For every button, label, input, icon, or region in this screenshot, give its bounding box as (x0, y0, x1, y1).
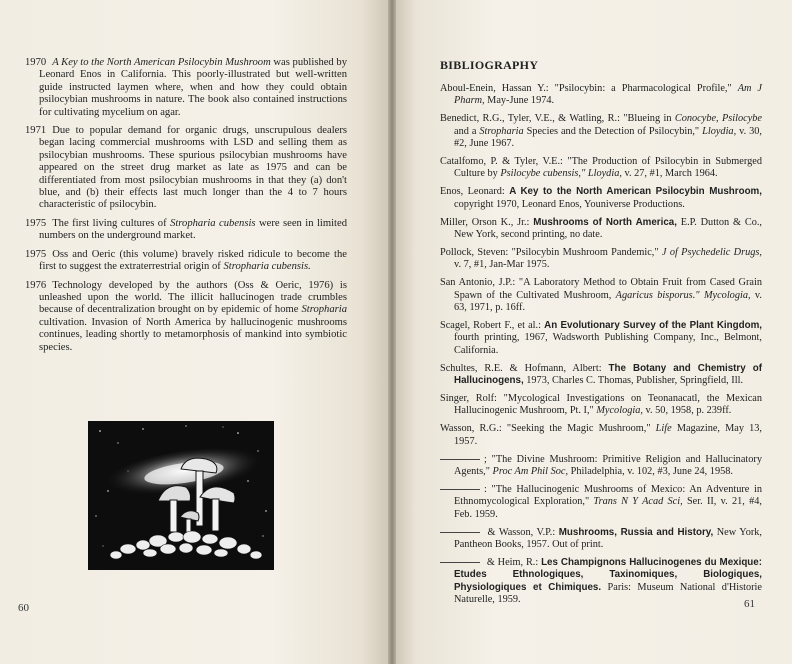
italic-text: Life (655, 423, 672, 435)
text-run: Magazine, May 13, 1957. (454, 423, 763, 447)
entry-year: 1970 (25, 57, 47, 68)
text-run: San Antonio, J.P.: "A Laboratory Method to Obtain Fruit from Cased Grain Spawn of the Cultivated Mushroom, (440, 277, 762, 301)
text-run: Philadelphia, v. 102, #3, June 24, 1958. (568, 466, 733, 478)
italic-text: Lloydia, (702, 125, 737, 137)
italic-text: Stropharia (301, 304, 347, 316)
italic-text: A Key to the North American Psilocybin Mushroom (52, 57, 271, 68)
bibliography-entry (440, 363, 762, 388)
book-gutter (388, 0, 396, 664)
book-title: Mushrooms of North America, (533, 216, 677, 228)
bibliography-entry (440, 484, 762, 521)
page-number-right: 61 (744, 598, 755, 610)
chronology (25, 57, 347, 360)
text-run: v. 63, 1971, p. 16ff. (454, 289, 762, 314)
text-run: Pollock, Steven: "Psilocybin Mushroom Pandemic," (440, 246, 662, 258)
entry-year: 1975 (25, 248, 47, 260)
mushroom-galaxy-drawing (88, 421, 274, 570)
bibliography-entry (440, 557, 762, 607)
text-run: Singer, Rolf: "Mycological Investigations on Teonanacatl, the Mexican Hallucinogenic Mushroom, Pt. I," (440, 393, 762, 417)
entry-year: 1971 (25, 125, 47, 137)
right-page (396, 0, 792, 664)
text-run: v. 27, #1, March 1964. (621, 168, 718, 180)
text-run: and a (454, 125, 480, 137)
text-run: Species and the Detection of Psilocybin," (523, 125, 703, 137)
bibliography-entry (440, 113, 762, 150)
text-run: were seen in limited numbers on the underground market. (39, 217, 347, 242)
repeat-author-dash (440, 489, 480, 490)
text-run: ; "The Divine Mushroom: Primitive Religion and Hallucinatory Agents," (454, 453, 762, 478)
italic-text: Mycologia, (596, 405, 643, 417)
text-run: Benedict, R.G., Tyler, V.E., & Watling, R.: "Blueing in (440, 113, 675, 125)
repeat-author-dash (440, 562, 480, 563)
entry-year: 1976 (25, 279, 47, 291)
chronology-entry (25, 218, 347, 243)
book-title: Les Champignons Hallucinogenes du Mexique: Etudes Ethnologiques, Taxinomiques, Biologiques, Physiologiques et Chimiques. (454, 557, 762, 593)
text-run: Aboul-Enein, Hassan Y.: "Psilocybin: a Pharmacological Profile," (440, 83, 738, 94)
text-run: Oss and Oeric (this volume) bravely risked ridicule to become the first to suggest the extraterrestrial origin of (39, 248, 347, 273)
text-run: Paris: Museum National d'Historie Naturelle, 1959. (454, 581, 762, 606)
italic-text: Stropharia cubensis (170, 217, 256, 229)
italic-text: Psilocybe cubensis," Lloydia, (500, 168, 622, 180)
bibliography-entry (440, 527, 762, 552)
text-run: Ser. II, v. 21, #4, Feb. 1959. (454, 496, 762, 520)
text-run: : "The Hallucinogenic Mushrooms of Mexico: An Adventure in Ethnomycological Exploration," (454, 483, 762, 508)
bibliography-list (440, 83, 762, 612)
text-run: Enos, Leonard: (440, 186, 510, 198)
entry-year: 1975 (25, 217, 47, 229)
text-run: & Heim, R.: (484, 557, 542, 568)
book-title: A Key to the North American Psilocybin Mushroom, (509, 186, 762, 198)
bibliography-entry (440, 423, 762, 448)
text-run: cultivation. Invasion of North America by hallucinogenic mushrooms continues, leading shortly to metamorphosis of mankind into symbiotic species. (39, 316, 347, 353)
text-run: v. 7, #1, Jan-Mar 1975. (454, 259, 550, 271)
italic-text: Am J Pharm, (454, 83, 763, 107)
bibliography-entry (440, 454, 762, 479)
text-run: Scagel, Robert F., et al.: (440, 320, 545, 331)
chronology-entry (25, 57, 347, 119)
mushroom-illustration (88, 421, 274, 570)
bibliography-entry (440, 277, 762, 314)
bibliography-entry (440, 156, 762, 181)
text-run: Catalfomo, P. & Tyler, V.E.: "The Production of Psilocybin in Submerged Culture by (440, 156, 762, 180)
bibliography-entry (440, 393, 762, 418)
text-run: Due to popular demand for organic drugs, unscrupulous dealers began lacing commercial mushrooms with LSD and selling them as psilocybian mushrooms. These spurious psilocybian mushrooms have appeared on the street drug market as late as 1975 and can be differentiated from most psilocybian mushrooms in that they (a) don't blue, and (b) their effects last much longer than the 4 to 7 hours characteristic of psilocybin. (39, 125, 347, 211)
book-title: An Evolutionary Survey of the Plant Kingdom, (544, 320, 763, 331)
italic-text: Trans N Y Acad Sci, (593, 496, 683, 508)
italic-text: Proc Am Phil Soc, (492, 466, 569, 478)
italic-text: Conocybe, Psilocybe (674, 113, 762, 125)
page-number-left: 60 (18, 602, 29, 614)
text-run: Schultes, R.E. & Hofmann, Albert: (440, 362, 609, 374)
italic-text: Stropharia cubensis. (223, 261, 311, 273)
bibliography-entry (440, 320, 762, 357)
text-run: v. 30, #2, June 1967. (454, 125, 763, 150)
left-page (0, 0, 388, 664)
text-run: copyright 1970, Leonard Enos, Youniverse Productions. (454, 198, 685, 210)
chronology-entry (25, 280, 347, 354)
text-run: v. 50, 1958, p. 239ff. (642, 405, 732, 417)
text-run: Technology developed by the authors (Oss & Oeric, 1976) is unleashed upon the world. The illicit hallucinogen trade crumbles because of decentralization brought on by epidemic of home (39, 279, 347, 316)
text-run: was published by Leonard Enos in California. This poorly-illustrated but well-written guide instructed laymen where, when and how they could obtain psilocybian mushrooms in nature. The book also contained instructions for cultivating mycelium on agar. (39, 57, 347, 118)
repeat-author-dash (440, 459, 480, 460)
text-run: E.P. Dutton & Co., New York, second printing, no date. (454, 216, 762, 241)
text-run: New York, Pantheon Books, 1957. Out of print. (454, 526, 762, 551)
text-run: The first living cultures of (52, 217, 171, 229)
text-run: fourth printing, 1967, Wadsworth Publishing Company, Inc., Belmont, California. (454, 332, 762, 356)
bibliography-entry (440, 247, 762, 272)
text-run: Wasson, R.G.: "Seeking the Magic Mushroom," (440, 423, 656, 435)
text-run: May-June 1974. (484, 95, 555, 107)
repeat-author-dash (440, 532, 480, 533)
book-title: The Botany and Chemistry of Hallucinogens, (454, 362, 763, 387)
text-run: Miller, Orson K., Jr.: (440, 216, 534, 228)
italic-text: J of Psychedelic Drugs, (661, 246, 762, 258)
bibliography-entry (440, 186, 762, 211)
italic-text: Stropharia (479, 125, 524, 137)
bibliography-entry (440, 217, 762, 242)
chronology-entry (25, 249, 347, 274)
bibliography-entry (440, 83, 762, 108)
italic-text: Agaricus bisporus." Mycologia, (615, 289, 751, 301)
book-title: Mushrooms, Russia and History, (558, 526, 714, 538)
text-run: & Wasson, V.P.: (484, 526, 559, 538)
text-run: 1973, Charles C. Thomas, Publisher, Springfield, Ill. (523, 375, 744, 387)
chronology-entry (25, 125, 347, 212)
bibliography-heading: BIBLIOGRAPHY (440, 58, 539, 72)
